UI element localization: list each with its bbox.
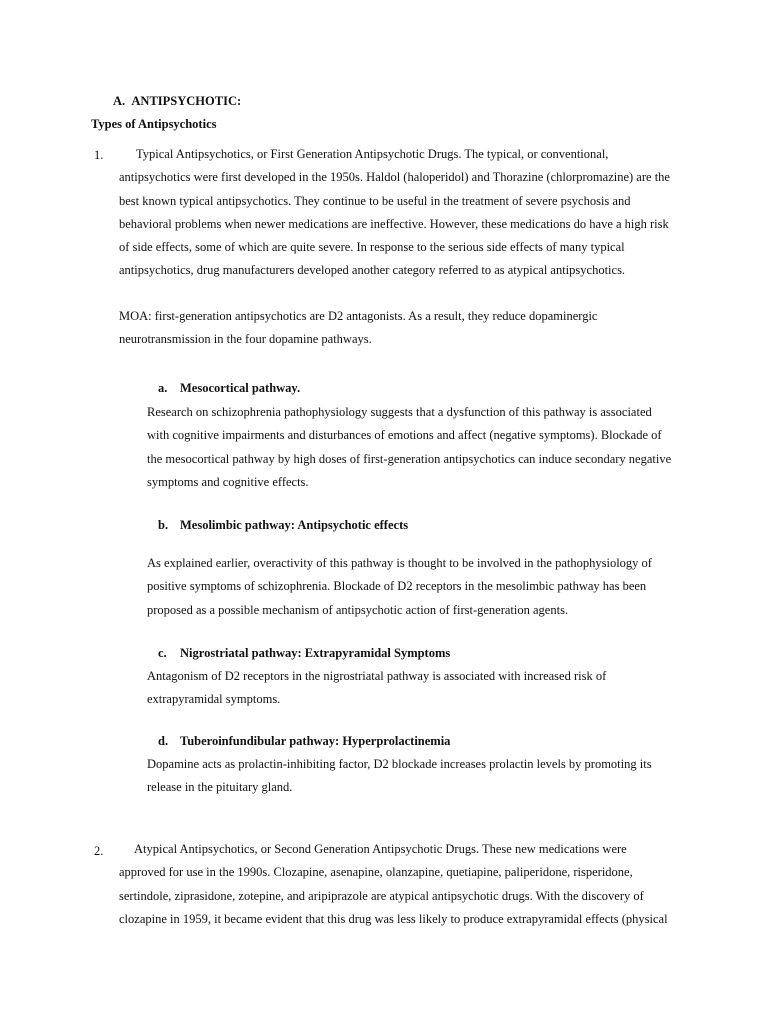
pathway-c-line: extrapyramidal symptoms. [147,692,281,707]
pathway-b-title: Mesolimbic pathway: Antipsychotic effects [180,518,409,532]
pathway-d-line: Dopamine acts as prolactin-inhibiting factor, D2 blockade increases prolactin levels by promoting its [147,757,652,771]
pathway-c-letter: c. [158,646,167,660]
item2-paragraph [119,838,679,931]
pathway-b-line: positive symptoms of schizophrenia. Blockade of D2 receptors in the mesolimbic pathway has been [147,579,647,594]
item2-line: approved for use in the 1990s. Clozapine, asenapine, olanzapine, quetiapine, paliperidone, risperidone, [119,865,633,880]
item2-line: clozapine in 1959, it became evident that this drug was less likely to produce extrapyramidal effects (physical [119,911,668,926]
pathway-c-title: Nigrostriatal pathway: Extrapyramidal Symptoms [180,646,451,660]
moa-line: neurotransmission in the four dopamine pathways. [119,332,372,347]
pathway-a-line: the mesocortical pathway by high doses of first-generation antipsychotics can induce secondary negative [147,451,672,466]
item1-line: antipsychotics, drug manufacturers developed another category referred to as atypical antipsychotics. [119,263,626,278]
pathway-a-heading [158,380,300,396]
pathway-d-letter: d. [158,734,169,748]
item1-number: 1. [94,148,104,162]
pathway-c-body [147,665,707,712]
pathway-c-heading [158,645,450,661]
pathway-a-line: Research on schizophrenia pathophysiology suggests that a dysfunction of this pathway is associated [147,405,652,419]
moa-line: MOA: first-generation antipsychotics are D2 antagonists. As a result, they reduce dopaminergic [119,309,598,323]
item2-number: 2. [94,844,104,858]
item2-line: sertindole, ziprasidone, zotepine, and aripiprazole are atypical antipsychotic drugs. With the discovery of [119,888,644,903]
pathway-d-line: release in the pituitary gland. [147,780,293,795]
pathway-a-line: with cognitive impairments and disturbances of emotions and affect (negative symptoms). Blockade of [147,428,662,443]
pathway-c-line: Antagonism of D2 receptors in the nigrostriatal pathway is associated with increased risk of [147,669,607,683]
moa-paragraph [119,305,679,352]
subtitle: Types of Antipsychotics [91,117,217,131]
pathway-b-heading [158,517,408,533]
item1-line: of side effects, some of which are quite severe. In response to the serious side effects of many typical [119,240,625,255]
pathway-b-body [147,552,707,622]
item1-paragraph [119,143,679,283]
pathway-a-body [147,401,707,494]
pathway-d-body [147,753,707,800]
item2-line: Atypical Antipsychotics, or Second Generation Antipsychotic Drugs. These new medications were [134,842,627,856]
section-heading: A. ANTIPSYCHOTIC: [113,94,242,108]
pathway-a-title: Mesocortical pathway. [180,381,301,395]
pathway-d-heading [158,733,450,749]
pathway-a-line: symptoms and cognitive effects. [147,474,309,489]
pathway-b-line: proposed as a possible mechanism of antipsychotic action of first-generation agents. [147,602,569,617]
item1-line: Typical Antipsychotics, or First Generation Antipsychotic Drugs. The typical, or conventional, [136,147,609,161]
pathway-d-title: Tuberoinfundibular pathway: Hyperprolactinemia [180,734,451,748]
pathway-a-letter: a. [158,381,168,395]
pathway-b-line: As explained earlier, overactivity of this pathway is thought to be involved in the pathophysiology of [147,556,652,570]
pathway-b-letter: b. [158,518,169,532]
item1-line: antipsychotics were first developed in the 1950s. Haldol (haloperidol) and Thorazine (chlorpromazine) are the [119,170,670,185]
item1-line: best known typical antipsychotics. They continue to be useful in the treatment of severe psychosis and [119,193,631,208]
item1-line: behavioral problems when newer medications are ineffective. However, these medications do have a high risk [119,216,669,231]
